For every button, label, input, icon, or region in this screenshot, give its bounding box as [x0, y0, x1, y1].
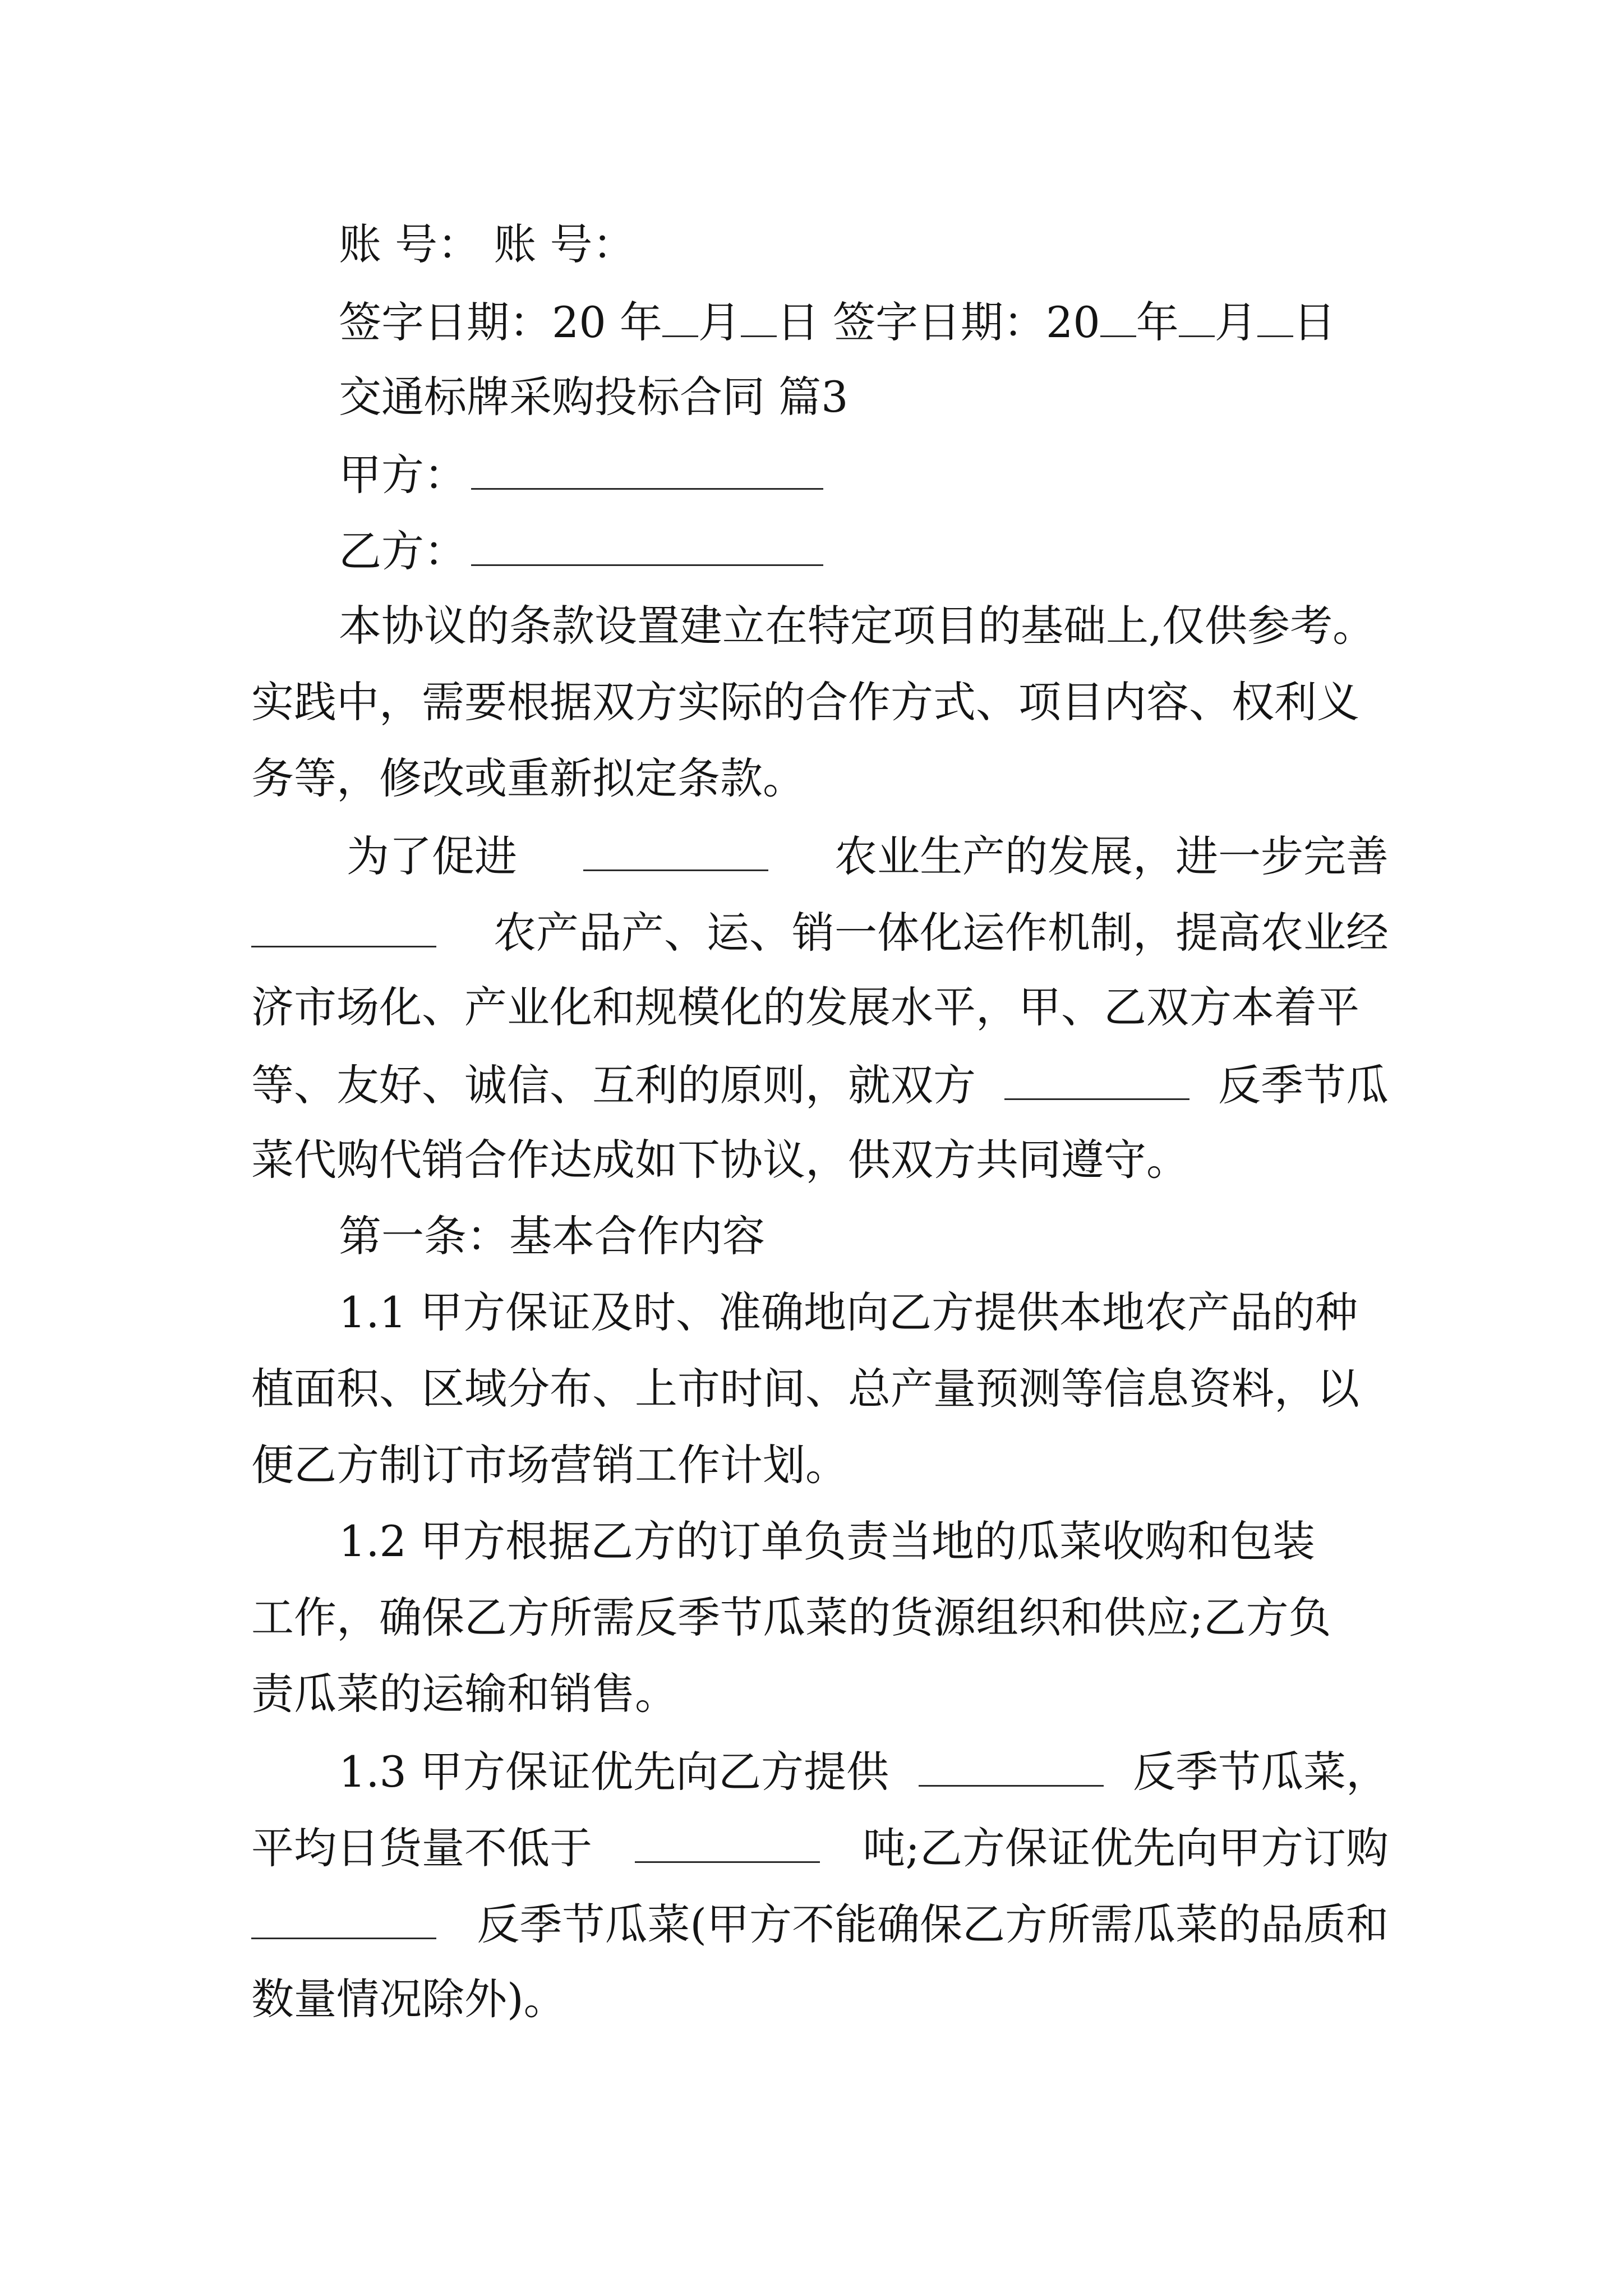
blank-field — [919, 1749, 1104, 1787]
account-line: 账 号： 账 号： — [339, 219, 635, 269]
blank-month-1 — [662, 300, 698, 337]
clause-line: 反季节瓜菜(甲方不能确保乙方所需瓜菜的品质和 — [251, 1902, 1389, 1946]
sign-date-line: 签字日期：20 年 月 日 签字日期：20 年 月 日 — [339, 297, 1336, 347]
blank-year-2 — [1100, 300, 1136, 337]
paragraph-line: 农产品产、运、销一体化运作机制，提高农业经 — [251, 910, 1389, 954]
blank-day-1 — [741, 300, 777, 337]
blank-field — [251, 1902, 436, 1939]
clause-line: 1.2 甲方根据乙方的订单负责当地的瓜菜收购和包装 — [339, 1516, 1316, 1566]
clause-line: 1.3 甲方保证优先向乙方提供 反季节瓜菜， — [339, 1747, 1389, 1797]
blank-field — [251, 910, 436, 947]
party-a-line: 甲方： — [339, 452, 823, 496]
clause-line: 数量情况除外)。 — [251, 1974, 566, 2024]
party-b-line: 乙方： — [339, 528, 823, 573]
blank-month-2 — [1179, 300, 1215, 337]
article-heading: 第一条：基本合作内容 — [339, 1211, 765, 1261]
party-b-blank — [471, 528, 823, 566]
paragraph-line: 务等，修改或重新拟定条款。 — [251, 753, 805, 803]
clause-line: 1.1 甲方保证及时、准确地向乙方提供本地农产品的种 — [339, 1287, 1358, 1337]
clause-line: 便乙方制订市场营销工作计划。 — [251, 1440, 848, 1490]
paragraph-line: 本协议的条款设置建立在特定项目的基础上,仅供参考。 — [339, 601, 1376, 651]
paragraph-line: 菜代购代销合作达成如下协议，供双方共同遵守。 — [251, 1135, 1189, 1185]
blank-field — [583, 834, 768, 871]
blank-field — [635, 1825, 820, 1863]
paragraph-line: 实践中，需要根据双方实际的合作方式、项目内容、权利义 — [251, 677, 1359, 727]
blank-day-2 — [1257, 300, 1293, 337]
clause-line: 平均日货量不低于 吨;乙方保证优先向甲方订购 — [251, 1823, 1389, 1873]
clause-line: 植面积、区域分布、上市时间、总产量预测等信息资料，以 — [251, 1364, 1359, 1414]
paragraph-line: 济市场化、产业化和规模化的发展水平，甲、乙双方本着平 — [251, 982, 1359, 1032]
clause-line: 责瓜菜的运输和销售。 — [251, 1669, 677, 1719]
party-a-blank — [471, 452, 823, 490]
blank-field — [1004, 1062, 1189, 1100]
clause-line: 工作，确保乙方所需反季节瓜菜的货源组织和供应;乙方负 — [251, 1593, 1331, 1642]
paragraph-line: 等、友好、诚信、互利的原则，就双方 反季节瓜 — [251, 1060, 1389, 1110]
paragraph-line: 为了促进 农业生产的发展，进一步完善 — [347, 831, 1389, 881]
contract-heading: 交通标牌采购投标合同 篇3 — [339, 372, 849, 422]
